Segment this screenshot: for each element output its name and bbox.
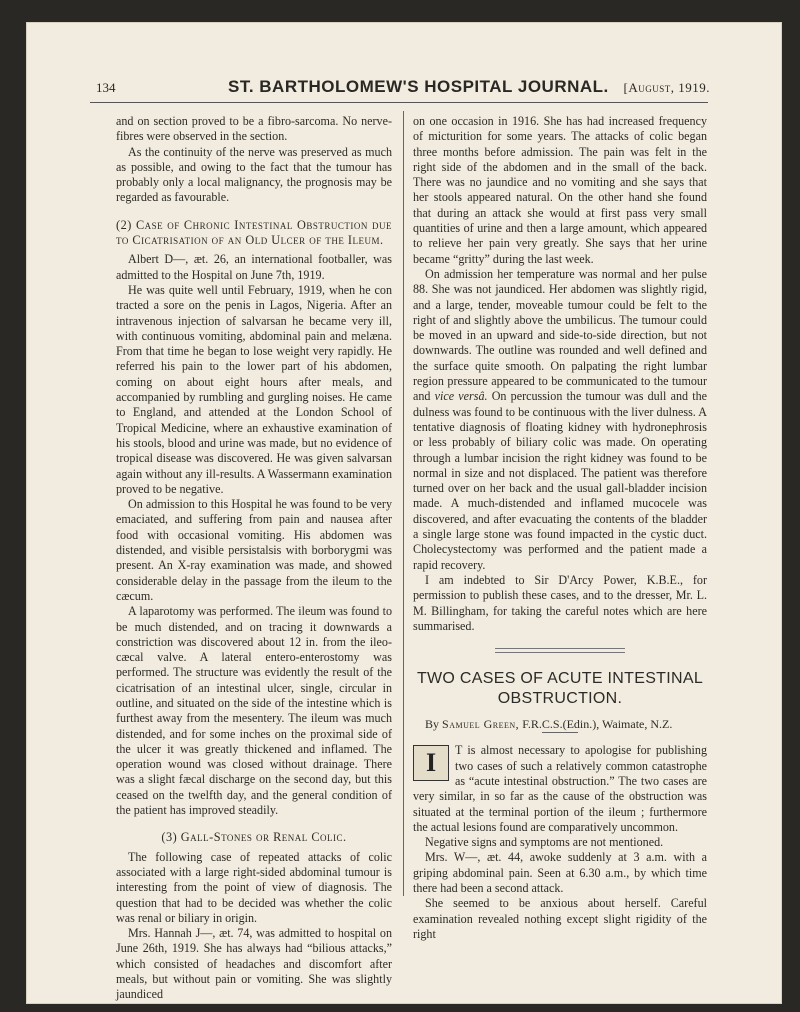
byline-rule <box>542 732 578 733</box>
dropcap-letter: I <box>425 748 437 778</box>
issue-date: [August, 1919. <box>623 80 710 95</box>
paragraph-text: On admission her temperature was normal and her pulse 88. She was not jaundiced. Her abdomen was slightly rigid, and a large, tender, moveable tumour could be felt to the right of and slightly above the umbilicus. The tumour could be moved in an upward and side-to-side direction, but not downwards. The outline was rounded and well defined and the surface quite smooth. On palpating the right lumbar region pressure appeared to be communicated to the tumour and <box>413 266 707 404</box>
paragraph-text: On percussion the tumour was dull and the dulness was found to be continuous with the liver dulness. A tentative diagnosis of floating kidney with hydronephrosis or less probably of biliary colic was made. On operating through a lumbar incision the right kidney was found to be normal in size and not displaced. The patient was therefore turned over on her back and the usual gall-bladder incision made. A much-distended and inflamed mucocele was discovered, and after evacuating the contents of the bladder a single large stone was found impacted in the cystic duct. Cholecystectomy was performed and the patient made a rapid recovery. <box>413 389 707 572</box>
byline <box>413 717 707 732</box>
article-title: TWO CASES OF ACUTE INTESTINAL OBSTRUCTION. <box>416 670 704 708</box>
paragraph <box>413 267 707 573</box>
byline-credentials: F.R.C.S.(Edin.), Waimate, N.Z. <box>522 717 673 732</box>
paragraph: on one occasion in 1916. She has had increased frequency of micturition for some years. The attacks of colic began three months before admission. The pain was felt in the right side of the abdomen and in the small of the back. There was no jaundice and no vomiting and she says that her stools appeared natural. On the other hand she found that during an attack she would at first pass very small quantities of urine and then a large amount, which appeared to relieve her pain very greatly. She says that her urine became “gritty” during the last week. <box>413 114 707 266</box>
paragraph: I am indebted to Sir D'Arcy Power, K.B.E., for permission to publish these cases, and to the dresser, Mr. L. M. Billingham, for taking the careful notes which are here summarised. <box>413 572 707 633</box>
paragraph: The following case of repeated attacks of colic associated with a large right-sided abdominal tumour is interesting from the point of view of diagnosis. The question that had to be decided was whether the colic was renal or biliary in origin. <box>116 849 392 925</box>
paragraph: Albert D—, æt. 26, an international footballer, was admitted to the Hospital on June 7th, 1919. <box>116 252 392 282</box>
left-column <box>116 114 392 1003</box>
case-3-heading: (3) Gall-Stones or Renal Colic. <box>161 830 347 845</box>
article-opening <box>413 743 707 835</box>
column-divider <box>403 111 404 896</box>
ornamental-dropcap <box>413 745 449 781</box>
byline-author: Samuel Green, <box>442 717 520 732</box>
paragraph: He was quite well until February, 1919, when he con tracted a sore on the penis in Lagos, Nigeria. After an intravenous injection of salvarsan he became very ill, with continuous vomiting, abdominal pain and melæna. From that time he began to lose weight very rapidly. He referred his pain to the lower part of his abdomen, coming on about eight hours after meals, and accompanied by rumbling and gurgling noises. He came to England, and attended at the London School of Tropical Medicine, where an exhaustive examination of his stools, blood and urine was made, but no evidence of tropical disease was discovered. He was given salvarsan again without any ill-results. A Wassermann examination proved to be negative. <box>116 282 392 496</box>
paragraph: She seemed to be anxious about herself. Careful examination revealed nothing except slight rigidity of the right <box>413 896 707 941</box>
paragraph: T is almost necessary to apologise for publishing two cases of such a relatively common catastrophe as “acute intestinal obstruction.” The two cases are very similar, in so far as the cause of the obstruction was situated at the terminal portion of the ileum ; furthermore the actual lesions found are comparatively uncommon. <box>413 743 707 834</box>
paragraph: As the continuity of the nerve was preserved as much as possible, and owing to the fact that the tumour has probably only a local malignancy, the prognosis may be regarded as favourable. <box>116 144 392 205</box>
section-divider <box>495 648 625 653</box>
case-2-heading: (2) Case of Chronic Intestinal Obstruction due to Cicatrisation of an Old Ulcer of the Ileum. <box>116 217 392 248</box>
paragraph: Negative signs and symptoms are not mentioned. <box>425 835 664 850</box>
paragraph: A laparotomy was performed. The ileum was found to be much distended, and on tracing it downwards a constriction was discovered about 12 in. from the ileo-cæcal valve. A lateral entero-enterostomy was performed. The structure was evidently the result of the cicatrisation of an intestinal ulcer, single, circular in outline, and situated on the side of the intestine which is furthest away from the mesentery. The ileum was much distended, and for some inches on the proximal side of the ulcer it was greatly thickened and inflamed. The operation wound was closed without drainage. There was a slight fæcal discharge on the second day, but this ceased on the twelfth day, and the general condition of the patient has improved steadily. <box>116 604 392 818</box>
page-number: 134 <box>96 80 116 95</box>
paragraph: Mrs. Hannah J—, æt. 74, was admitted to hospital on June 26th, 1919. She has always had “bilious attacks,” which consisted of headaches and discomfort after meals, but without pain or vomiting. She was slightly jaundiced <box>116 926 392 1002</box>
header-rule <box>90 102 708 103</box>
journal-title: ST. BARTHOLOMEW'S HOSPITAL JOURNAL. <box>228 77 609 96</box>
paragraph: Mrs. W—, æt. 44, awoke suddenly at 3 a.m. with a griping abdominal pain. Seen at 6.30 a.m., by which time there had been a second attack. <box>413 850 707 896</box>
running-header <box>88 74 710 100</box>
italic-phrase: vice versâ. <box>434 389 488 404</box>
byline-prefix: By <box>425 717 440 732</box>
paragraph: On admission to this Hospital he was found to be very emaciated, and suffering from pain and nausea after food with occasional vomiting. His abdomen was distended, and visible persistalsis with borborygmi was present. An X-ray examination was made, and showed considerable delay in the passage from the ileum to the cæcum. <box>116 497 392 603</box>
paragraph: and on section proved to be a fibro-sarcoma. No nerve-fibres were observed in the section. <box>116 114 392 144</box>
right-column <box>413 114 707 942</box>
